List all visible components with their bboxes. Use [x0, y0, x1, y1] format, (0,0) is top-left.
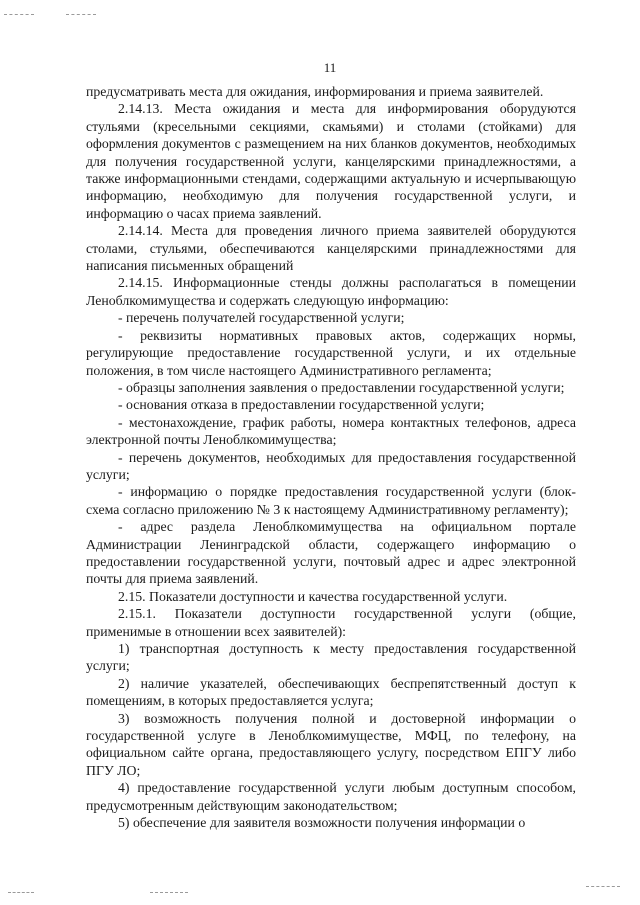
- list-item: - образцы заполнения заявления о предоставлении государственной услуги;: [118, 379, 565, 395]
- list-item: - перечень получателей государственной услуги;: [118, 310, 405, 326]
- list-item: - местонахождение, график работы, номера контактных телефонов, адреса электронной почты Леноблкомимущества;: [86, 414, 576, 448]
- document-body: [86, 83, 576, 831]
- paragraph: предусматривать места для ожидания, информирования и приема заявителей.: [86, 84, 544, 99]
- scan-artifact-bottom-left: [8, 892, 34, 893]
- scan-artifact-top-left: [4, 14, 34, 15]
- list-item: - информацию о порядке предоставления государственной услуги (блок-схема согласно приложению № 3 к настоящему Административному регламенту);: [86, 484, 576, 517]
- list-item: - адрес раздела Леноблкомимущества на официальном портале Администрации Ленинградской области, содержащего информацию о предоставлении государственной услуги, почтовый адрес и адрес электронной почты для приема заявлений.: [86, 519, 576, 587]
- list-item: 1) транспортная доступность к месту предоставления государственной услуги;: [86, 641, 576, 674]
- list-item: - основания отказа в предоставлении государственной услуги;: [118, 397, 485, 413]
- paragraph: 2.15.1. Показатели доступности государственной услуги (общие, применимые в отношении всех заявителей):: [86, 606, 576, 639]
- list-item: - реквизиты нормативных правовых актов, содержащих нормы, регулирующие предоставление государственной услуги, и их отдельные положения, в том числе настоящего Административного регламента;: [86, 327, 576, 378]
- page-number: 11: [323, 60, 337, 75]
- paragraph: 2.14.15. Информационные стенды должны располагаться в помещении Леноблкомимущества и содержать следующую информацию:: [86, 275, 576, 308]
- list-item: 3) возможность получения полной и достоверной информации о государственной услуге в Леноблкомимуществе, МФЦ, по телефону, на официальном сайте органа, предоставляющего услугу, посредством ЕПГУ либо ПГУ ЛО;: [86, 710, 576, 778]
- list-item: 4) предоставление государственной услуги любым доступным способом, предусмотренным действующим законодательством;: [86, 780, 576, 813]
- paragraph: 2.14.14. Места для проведения личного приема заявителей оборудуются столами, стульями, обеспечиваются канцелярскими принадлежностями для написания письменных обращений: [86, 223, 576, 274]
- list-item: - перечень документов, необходимых для предоставления государственной услуги;: [86, 449, 576, 482]
- list-item: 2) наличие указателей, обеспечивающих беспрепятственный доступ к помещениям, в которых предоставляется услуга;: [86, 675, 576, 709]
- list-item: 5) обеспечение для заявителя возможности получения информации о: [118, 815, 526, 831]
- scan-artifact-top-left-2: [66, 14, 96, 15]
- scan-artifact-bottom-center: [150, 892, 188, 893]
- scan-artifact-bottom-right: [586, 886, 620, 887]
- section-heading: 2.15. Показатели доступности и качества государственной услуги.: [118, 588, 508, 604]
- paragraph: 2.14.13. Места ожидания и места для информирования оборудуются стульями (кресельными секциями, скамьями) и столами (стойками) для оформления документов с размещением на них бланков документов, необходимых для получения государственной услуги, канцелярскими принадлежностями, а также информационными стендами, содержащими актуальную и исчерпывающую информацию, необходимую для получения государственной услуги, и информацию о часах приема заявлений.: [86, 101, 576, 221]
